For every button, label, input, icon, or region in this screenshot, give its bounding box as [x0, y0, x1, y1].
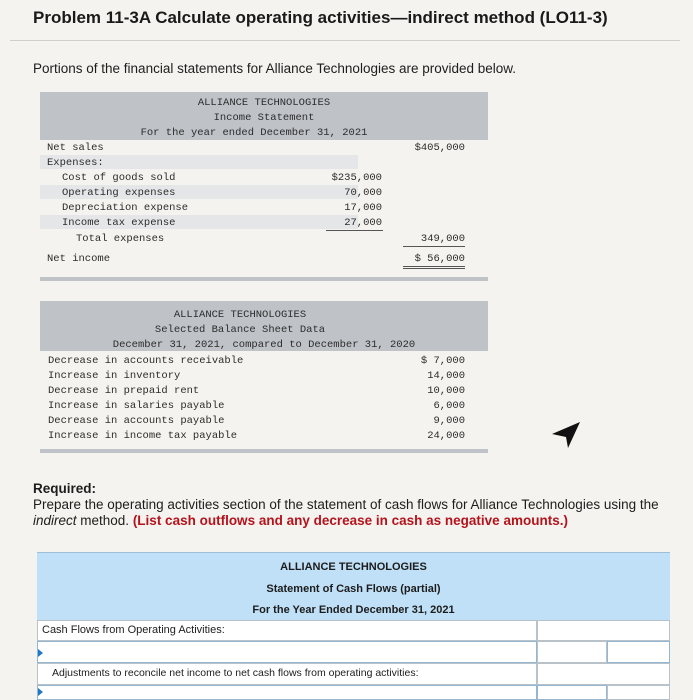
divider: [10, 40, 680, 41]
double-underline-2: [403, 268, 465, 269]
net-sales-label: Net sales: [47, 142, 104, 154]
bs-row-label: Decrease in accounts payable: [48, 415, 225, 427]
bs-row-value: 6,000: [433, 400, 465, 412]
bs-company: ALLIANCE TECHNOLOGIES: [173, 309, 307, 321]
net-sales-value: $405,000: [414, 142, 465, 154]
expense-label: Cost of goods sold: [62, 172, 176, 184]
required-text: [33, 497, 673, 529]
problem-intro: Portions of the financial statements for Alliance Technologies are provided below.: [33, 61, 517, 76]
bs-row-value: $ 7,000: [420, 355, 465, 367]
blank-cell: [537, 641, 607, 663]
net-income-line-input[interactable]: [37, 641, 537, 663]
expense-value: 70,000: [344, 187, 382, 199]
is-period: For the year ended December 31, 2021: [140, 127, 368, 139]
total-underline: [403, 246, 465, 247]
bs-row-label: Increase in salaries payable: [48, 400, 225, 412]
net-income-value: $ 56,000: [414, 253, 465, 265]
bs-row-value: 24,000: [427, 430, 465, 442]
double-underline-1: [403, 266, 465, 267]
adjustment-amount-input[interactable]: [537, 685, 607, 700]
total-expenses-label: Total expenses: [76, 233, 165, 245]
expense-value: 27,000: [344, 217, 382, 229]
is-title: Income Statement: [213, 112, 315, 124]
adjustments-row: [37, 663, 537, 685]
bs-row-label: Decrease in prepaid rent: [48, 385, 200, 397]
table-bottom-rule: [40, 277, 488, 281]
required-heading: Required:: [33, 481, 97, 496]
net-income-amount-input[interactable]: [607, 641, 670, 663]
required-section: [33, 481, 673, 529]
required-text-b: method.: [76, 513, 133, 528]
bs-row-value: 14,000: [427, 370, 465, 382]
form-grid: [37, 620, 670, 700]
bs-row-label: Decrease in accounts receivable: [48, 355, 244, 367]
cfo-row: [37, 620, 537, 641]
bs-row-label: Increase in income tax payable: [48, 430, 238, 442]
dropdown-caret-icon: [38, 688, 43, 696]
net-income-label: Net income: [47, 253, 111, 265]
bs-row-value: 10,000: [427, 385, 465, 397]
required-text-italic: indirect: [33, 513, 77, 528]
table-bottom-rule: [40, 449, 488, 453]
bs-row-value: 9,000: [433, 415, 465, 427]
income-statement-table: [40, 92, 488, 287]
form-period: For the Year Ended December 31, 2021: [252, 604, 455, 616]
adjustment-line-input[interactable]: [37, 685, 537, 700]
cfo-amount-cell: [537, 620, 670, 641]
bs-row-label: Increase in inventory: [48, 370, 181, 382]
expense-value: 17,000: [344, 202, 382, 214]
expense-label: Operating expenses: [62, 187, 176, 199]
expenses-label: Expenses:: [47, 157, 104, 169]
total-expenses-value: 349,000: [420, 233, 465, 245]
form-header: [37, 552, 670, 621]
form-company: ALLIANCE TECHNOLOGIES: [280, 561, 427, 573]
expense-label: Depreciation expense: [62, 202, 189, 214]
bs-title: Selected Balance Sheet Data: [154, 324, 326, 336]
required-text-a: Prepare the operating activities section of the statement of cash flows for Alliance Technologies using the: [33, 497, 659, 512]
blank-cell: [607, 685, 670, 700]
form-title: Statement of Cash Flows (partial): [266, 583, 441, 595]
bs-period: December 31, 2021, compared to December 31, 2020: [112, 339, 416, 351]
cfo-label: Cash Flows from Operating Activities:: [42, 624, 225, 636]
expense-label: Income tax expense: [62, 217, 176, 229]
mouse-cursor-icon: [550, 418, 586, 452]
expense-value: $235,000: [331, 172, 382, 184]
subtotal-underline: [326, 230, 383, 231]
balance-sheet-table: [40, 301, 488, 461]
problem-title: Problem 11-3A Calculate operating activities—indirect method (LO11-3): [33, 8, 608, 27]
is-company: ALLIANCE TECHNOLOGIES: [197, 97, 331, 109]
blank-cell: [537, 663, 670, 685]
adjustments-label: Adjustments to reconcile net income to net cash flows from operating activities:: [52, 667, 419, 679]
dropdown-caret-icon: [38, 649, 43, 657]
required-instruction: (List cash outflows and any decrease in cash as negative amounts.): [132, 513, 568, 528]
